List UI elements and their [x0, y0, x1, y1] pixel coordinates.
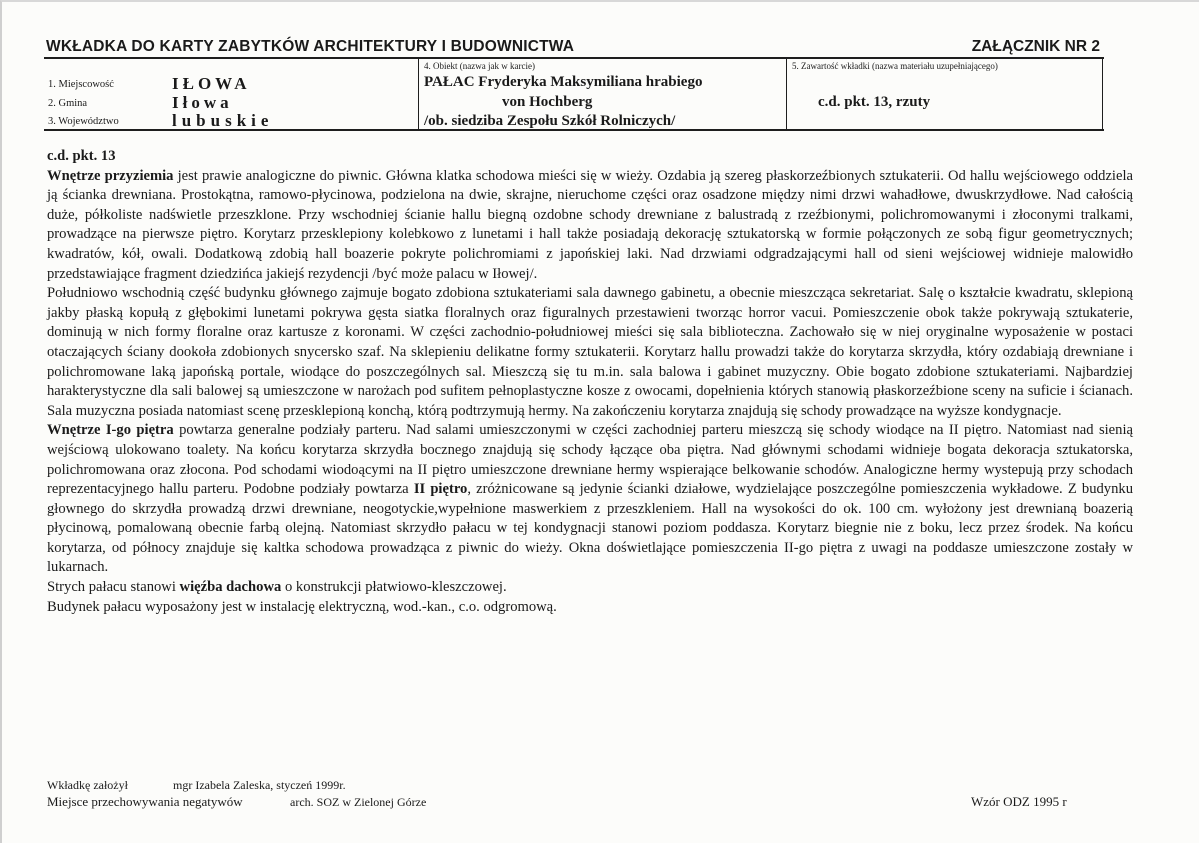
paragraph-ground-floor — [47, 167, 1133, 285]
object-name-line1: PAŁAC Fryderyka Maksymiliana hrabiego — [424, 74, 703, 90]
voivodeship-value: lubuskie — [172, 111, 274, 130]
commune-value: Iłowa — [172, 93, 233, 112]
section-heading: c.d. pkt. 13 — [47, 148, 116, 164]
content-label: 5. Zawartość wkładki (nazwa materiału uzupełniającego) — [792, 61, 998, 71]
second-floor-heading: II piętro — [413, 481, 468, 498]
form-title: WKŁADKA DO KARTY ZABYTKÓW ARCHITEKTURY I BUDOWNICTWA — [46, 38, 575, 55]
attachment-number: ZAŁĄCZNIK NR 2 — [971, 38, 1100, 55]
locality-value: IŁOWA — [172, 74, 251, 93]
ground-floor-text: jest prawie analogiczne do piwnic. Główna klatka schodowa mieści się w wieży. Ozdabia ją szereg płaskorzeźbionych sztukaterii. Od hallu wejściowego oddziela ją ścianka drewniana. Prostokątna, ramowo-płycinowa, podzielona na dwie, skrajne, nieruchome części oraz osadzone między nimi drzwi wahadłowe, dwuskrzydłowe. Nad całością duże, półkoliste nadświetle przeszklone. Przy wschodniej ścianie hallu biegną ozdobne schody drewniane z balustradą z rzeźbionymi, polichromowanymi i złoconymi tralkami, prowadzące na pierwsze piętro. Korytarz przesklepiony kolebkowo z lunetami i hall także posiadają dekorację sztukatorską w formie połączonych ze sobą figur geometrycznych; kwadratów, kół, owali. Dodatkową zdobią hall boazerie pokryte polichromiami z japońskiej laki. Nad drzwiami odgradzającymi hall od sieni wejściowej widnieje malowidło przedstawiające fragment dziedzińca jakiejś rezydencji /być może palacu w Iłowej/. — [47, 167, 1134, 282]
roof-truss-heading: więźba dachowa — [179, 579, 282, 596]
footer-storage — [47, 794, 427, 810]
first-floor-heading: Wnętrze I-go piętra — [47, 422, 174, 439]
paragraph-installations: Budynek pałacu wyposażony jest w instalację elektryczną, wod.-kan., c.o. odgromową. — [47, 598, 557, 615]
header-divider-1 — [418, 58, 419, 130]
object-label: 4. Obiekt (nazwa jak w karcie) — [424, 61, 535, 71]
header-divider-2 — [786, 58, 787, 130]
content-value: c.d. pkt. 13, rzuty — [818, 94, 931, 110]
header-right-edge — [1102, 58, 1103, 130]
object-name-line3: /ob. siedziba Zespołu Szkół Rolniczych/ — [424, 113, 676, 129]
storage-label: Miejsce przechowywania negatywów — [47, 794, 243, 809]
attic-text-a: Strych pałacu stanowi — [47, 579, 180, 596]
created-value: mgr Izabela Zaleska, styczeń 1999r. — [173, 778, 346, 792]
paragraph-rooms: Południowo wschodnią część budynku głównego zajmuje bogato zdobiona sztukateriami sala dawnego gabinetu, a obecnie mieszcząca sekretariat. Salę o kształcie kwadratu, sklepioną jakby płaską kopułą z głębokimi lunetami pokrywa gęsta siatka floralnych oraz figuralnych przestawieni tworząc horror vacui. Pomieszczenie obok także pokrywają sztukaterie, dominują w nich formy floralne oraz kartusze z koronami. W części zachodnio-południowej mieści się sala biblioteczna. Zachowało się w niej oryginalne wyposażenie w postaci otaczających ściany dookoła zdobionych snycersko szaf. Na sklepieniu delikatne formy sztukaterii. Korytarz hallu prowadzi także do korytarza skrzydła, który ozdabiają drewniane i polichromowane laką japońską portale, wiodące do poszczególnych sal. Mieszczą się tu m.in. sala balowa i gabinet muzyczny. Obie bogato zdobione sztukateriami. Najbardziej harakterystyczne dla sali balowej są umieszczone w narożach pod sufitem pełnoplastyczne kosze z owocami, dopełnienia których stanowią płaskorzeźbione sceny na suficie i ścianach. Sala muzyczna posiada natomiast scenę przesklepioną konchą, którą podtrzymują hermy. Na zakończeniu korytarza znajdują się schody prowadzące na wyższe kondygnacje. — [47, 285, 1133, 419]
ground-floor-heading: Wnętrze przyziemia — [47, 167, 174, 184]
header-top-rule — [44, 57, 1104, 59]
locality-label: 1. Miejscowość — [48, 79, 114, 90]
template-version: Wzór ODZ 1995 r — [971, 794, 1067, 809]
paragraph-first-floor — [47, 421, 1133, 578]
description-text — [47, 147, 1133, 617]
object-name-line2: von Hochberg — [502, 94, 593, 110]
attic-text-b: o konstrukcji płatwiowo-kleszczowej. — [281, 579, 507, 596]
storage-value: arch. SOZ w Zielonej Górze — [290, 795, 427, 809]
voivodeship-label: 3. Województwo — [48, 116, 119, 127]
paragraph-attic — [47, 578, 1133, 598]
footer-created — [47, 778, 346, 793]
first-floor-text-b: , zróżnicowane są jedynie ścianki działowe, wydzielające poszczególne pomieszczenia wykładowe. Z budynku głownego do skrzydła prowadzą drzwi drewniane, neogotyckie,wypełnione maswerkiem z przeszkleniem. Hall na wysokości do ok. 100 cm. wyłożony jest drewnianą boazerią płycinową, pomalowaną obecnie farbą olejną. Natomiast skrzydło pałacu w tej kondygnacji stanowi poziom poddasza. Korytarz biegnie nie z boku, lecz przez środek. Na końcu korytarza, od północy znajduje się kaltka schodowa prowadząca z piwnic do wieży. Okna doświetlające pomieszczenia II-go piętra z uwagi na poddasze umieszczone zostały w lukarnach. — [47, 481, 1133, 576]
first-floor-text-a: powtarza generalne podziały parteru. Nad salami umieszczonymi w części zachodniej parteru mieszczą się schody wiodące na II piętro. Natomiast nad sienią wejściową ulokowano toalety. Na końcu korytarza skrzydła bocznego znajdują się schody łączące oba piętra. Nad głównymi schodami widnieje bogata dekoracja sztukatorska, polichromowana oraz złocona. Pod schodami wiodoącymi na II piętro umieszczone drewniane hermy wspierające belkowanie schodów. Analogiczne hermy wystepują przy schodach reprezentacyjnego hallu parteru. Podobne podziały powtarza — [47, 422, 1133, 498]
commune-label: 2. Gmina — [48, 98, 88, 109]
created-label: Wkładkę założył — [47, 778, 128, 792]
